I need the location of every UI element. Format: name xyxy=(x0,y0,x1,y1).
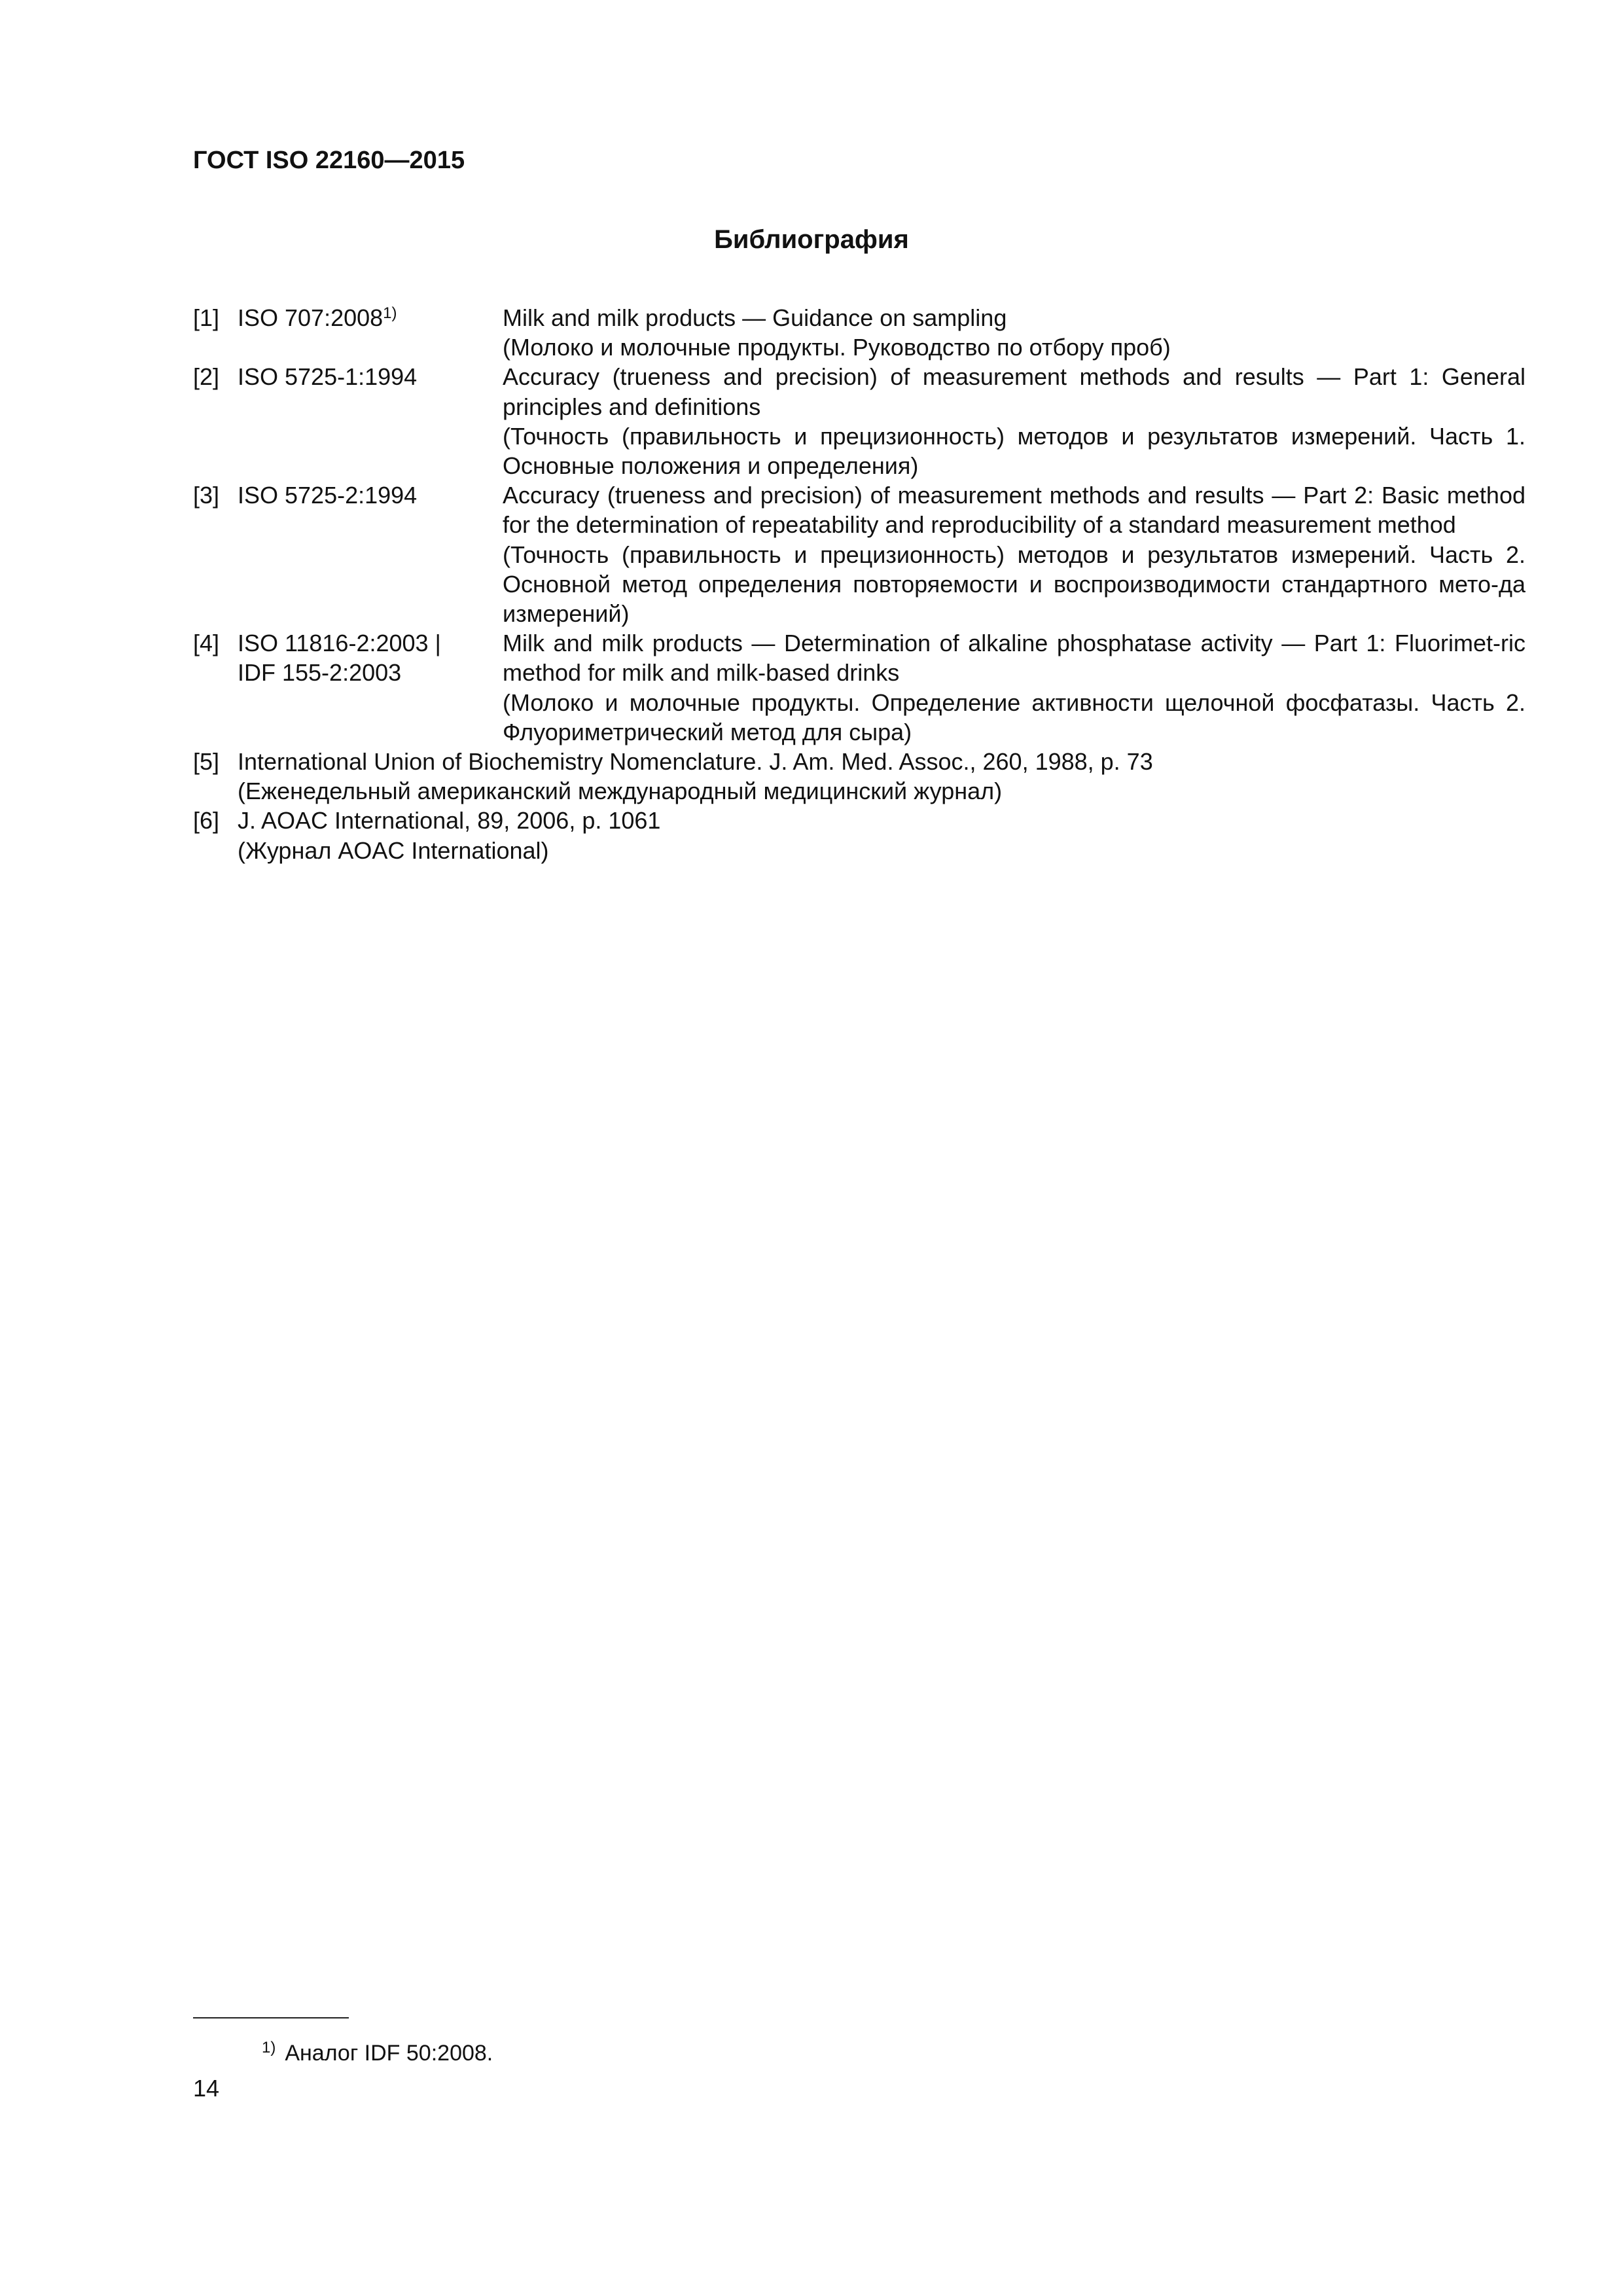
page-number: 14 xyxy=(193,2075,220,2102)
entry-code-line: IDF 155-2:2003 xyxy=(238,659,402,687)
entry-translation: (Еженедельный американский международный медицинский журнал) xyxy=(238,778,1003,805)
entry-code xyxy=(238,628,503,747)
entry-title: Milk and milk products — Guidance on sampling xyxy=(503,304,1007,331)
entry-translation: (Молоко и молочные продукты. Определение активности щелочной фосфатазы. Часть 2. Флуориметрический метод для сыра) xyxy=(503,689,1525,745)
entry-code-line: ISO 11816-2:2003 | xyxy=(238,630,441,657)
entry-translation: (Молоко и молочные продукты. Руководство по отбору проб) xyxy=(503,334,1171,361)
footnote-ref: 1) xyxy=(383,304,397,322)
entry-text xyxy=(503,480,1525,628)
entry-translation: (Журнал AOAC International) xyxy=(238,836,549,864)
entry-text xyxy=(238,806,1525,865)
document-header: ГОСТ ISO 22160—2015 xyxy=(193,147,465,174)
entry-number: [5] xyxy=(193,748,220,776)
entry-text xyxy=(503,303,1525,362)
footnote xyxy=(262,2039,493,2066)
entry-title: Milk and milk products — Determination of alkaline phosphatase activity — Part 1: Fluorimet-ric method for milk and milk-based drinks xyxy=(503,630,1525,687)
entry-text xyxy=(238,747,1525,806)
entry-translation: (Точность (правильность и прецизионность) методов и результатов измерений. Часть 1. Основные положения и определения) xyxy=(503,422,1525,480)
bibliography-entry-3 xyxy=(193,480,1525,628)
entry-number: [1] xyxy=(193,304,220,331)
entry-text xyxy=(503,628,1525,747)
entry-text xyxy=(503,362,1525,480)
entry-code: ISO 5725-1:1994 xyxy=(238,363,418,391)
footnote-separator xyxy=(193,2017,349,2018)
bibliography-entry-2 xyxy=(193,362,1525,480)
entry-number: [4] xyxy=(193,630,220,657)
footnote-mark: 1) xyxy=(262,2039,276,2056)
bibliography-list xyxy=(193,303,1525,865)
section-title: Библиография xyxy=(714,225,909,254)
bibliography-entry-6 xyxy=(193,806,1525,865)
entry-number: [2] xyxy=(193,363,220,391)
entry-title: J. AOAC International, 89, 2006, p. 1061 xyxy=(238,807,661,834)
entry-number: [3] xyxy=(193,482,220,509)
bibliography-entry-5 xyxy=(193,747,1525,806)
bibliography-entry-1 xyxy=(193,303,1525,362)
entry-code: ISO 5725-2:1994 xyxy=(238,482,418,509)
entry-code: ISO 707:2008$^{1)}$ xyxy=(238,304,397,331)
entry-title: Accuracy (trueness and precision) of measurement methods and results — Part 2: Basic method for the determination of repeatability and reproducibility of a standard measurement method xyxy=(503,482,1525,539)
entry-number: [6] xyxy=(193,807,220,834)
footnote-text: Аналог IDF 50:2008. xyxy=(285,2041,493,2066)
entry-title: Accuracy (trueness and precision) of measurement methods and results — Part 1: General principles and definitions xyxy=(503,363,1525,420)
entry-title: International Union of Biochemistry Nomenclature. J. Am. Med. Assoc., 260, 1988, p. 73 xyxy=(238,748,1153,776)
entry-translation: (Точность (правильность и прецизионность) методов и результатов измерений. Часть 2. Основной метод определения повторяемости и воспроизводимости стандартного мето-да измерений) xyxy=(503,541,1525,628)
bibliography-entry-4 xyxy=(193,628,1525,747)
